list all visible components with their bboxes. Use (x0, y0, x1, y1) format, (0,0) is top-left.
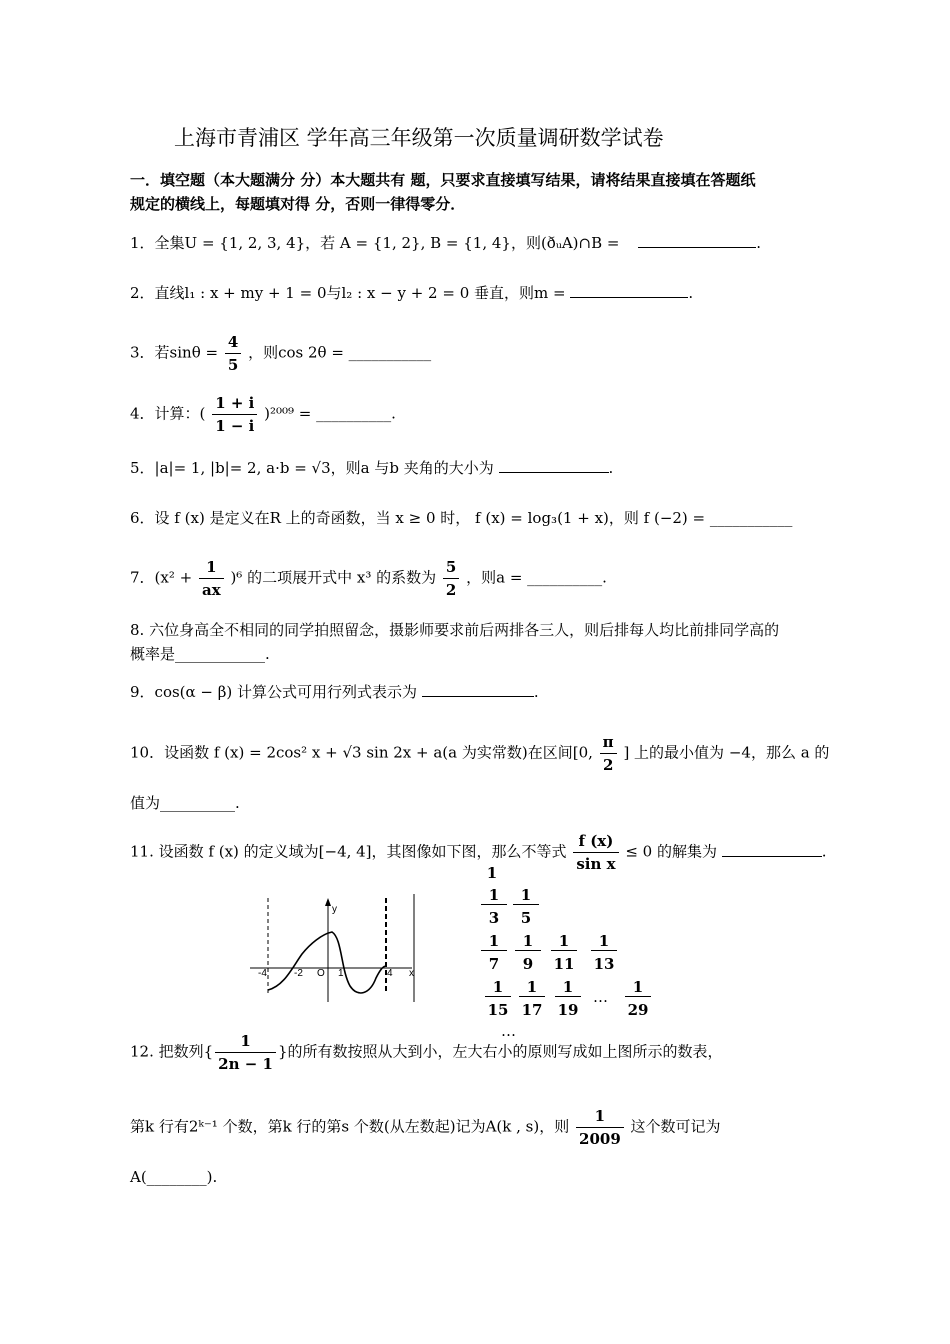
question-10-line2: 值为__________. (130, 794, 240, 812)
question-3-text-a: 3．若sinθ = (130, 343, 219, 362)
triangle-row4-item: 1 15 (485, 978, 511, 1019)
question-5: 5．|a|= 1, |b|= 2, a·b = √3，则a 与b 夹角的大小为 . (130, 459, 614, 477)
x-label: x (409, 968, 414, 979)
section-instructions-line2: 规定的横线上，每题填对得 分，否则一律得零分． (130, 195, 466, 213)
y-axis-arrow (325, 898, 331, 906)
answer-blank-5[interactable] (499, 472, 609, 473)
question-5-text: 5．|a|= 1, |b|= 2, a·b = √3，则a 与b 夹角的大小为 (130, 459, 494, 477)
tick-label: -4 (258, 968, 267, 979)
triangle-row3-item: 1 11 (551, 932, 577, 973)
triangle-row4-item: 1 17 (519, 978, 545, 1019)
section-instructions-line1: 一．填空题（本大题满分 分）本大题共有 题，只要求直接填写结果，请将结果直接填在答题纸 (130, 171, 756, 189)
triangle-row4-item: 1 19 (555, 978, 581, 1019)
question-11-text-b: ≤ 0 的解集为 (625, 842, 717, 861)
question-11: 11. 设函数 f (x) 的定义域为[−4, 4]，其图像如下图，那么不等式 $\frac{f (x)}{\text{sin x}}$ ≤ 0 的解集为 . (130, 832, 827, 873)
question-12-line2 (130, 1107, 721, 1148)
question-12-text-d: 这个数可记为 (630, 1117, 721, 1136)
tick-label: O (317, 968, 325, 979)
question-10-text-b: ] 上的最小值为 −4，那么 a 的 (623, 743, 830, 762)
question-6: 6．设 f (x) 是定义在R 上的奇函数，当 x ≥ 0 时， f (x) = log₃(1 + x)，则 f (−2) = ___________ (130, 509, 793, 527)
question-12 (130, 1032, 723, 1073)
question-7-text-b: )⁶ 的二项展开式中 x³ 的系数为 (230, 568, 437, 587)
question-12-answer-line[interactable]: A(________). (130, 1168, 218, 1186)
question-2-text: 2．直线l₁ : x + my + 1 = 0与l₂ : x − y + 2 = 0 垂直，则m = (130, 284, 566, 302)
question-4-text-a: 4．计算：( (130, 404, 206, 423)
tick-label: -2 (294, 968, 303, 979)
y-label: y (332, 904, 337, 915)
fraction-5-over-2: $\frac{5}{2}$ (443, 558, 459, 599)
fraction-1-over-2009: $\frac{1}{2009}$ (576, 1107, 624, 1148)
tick-label: 1 (338, 968, 344, 979)
question-7 (130, 558, 607, 599)
question-12-text-a: 12. 把数列{ (130, 1042, 214, 1061)
question-12-text-b: }的所有数按照从大到小，左大右小的原则写成如上图所示的数表， (277, 1042, 723, 1061)
triangle-row3-item: 1 9 (515, 932, 541, 973)
question-7-text-c: ，则a = __________. (466, 568, 607, 587)
fraction-pi-over-2: $\frac{\pi}{2}$ (600, 733, 617, 774)
question-10-text-a: 10．设函数 f (x) = 2cos² x + √3 sin 2x + a(a 为实常数)在区间[0, (130, 743, 593, 762)
answer-blank-1[interactable] (638, 247, 756, 248)
question-3-text-b: ，则cos 2θ = ___________ (248, 343, 432, 362)
answer-blank-9[interactable] (422, 696, 534, 697)
question-1: 1．全集U = {1, 2, 3, 4}，若 A = {1, 2}, B = {1, 4}，则(ðᵤA)∩B = . (130, 234, 761, 252)
question-2: 2．直线l₁ : x + my + 1 = 0与l₂ : x − y + 2 = 0 垂直，则m = . (130, 284, 694, 302)
question-4 (130, 394, 396, 435)
page-title: 上海市青浦区 学年高三年级第一次质量调研数学试卷 (174, 126, 664, 150)
question-4-text-b: )²⁰⁰⁹ = __________. (264, 404, 396, 423)
question-1-text: 1．全集U = {1, 2, 3, 4}，若 A = {1, 2}, B = {1, 4}，则(ðᵤA)∩B = (130, 234, 620, 252)
triangle-row2-item: 1 5 (513, 886, 539, 927)
question-8-line2: 概率是____________. (130, 645, 270, 663)
fraction-complex: $\frac{1 + i}{1 - i}$ (212, 394, 257, 435)
question-3 (130, 333, 431, 374)
triangle-row3-item: 1 13 (591, 932, 617, 973)
answer-blank-2[interactable] (570, 297, 688, 298)
question-9: 9．cos(α − β) 计算公式可用行列式表示为 . (130, 683, 539, 701)
question-10 (130, 733, 829, 774)
triangle-row2-item: 1 3 (481, 886, 507, 927)
function-graph (244, 894, 430, 1006)
question-8-line1: 8. 六位身高全不相同的同学拍照留念，摄影师要求前后两排各三人，则后排每人均比前排同学高的 (130, 621, 780, 639)
function-curve (268, 932, 386, 993)
tick-label: 4 (387, 968, 393, 979)
triangle-ellipsis-below: … (501, 1022, 516, 1040)
fraction-4-over-5: $\frac{4}{5}$ (225, 333, 241, 374)
question-11-text-a: 11. 设函数 f (x) 的定义域为[−4, 4]，其图像如下图，那么不等式 (130, 842, 567, 861)
fraction-fx-over-sinx: $\frac{f (x)}{\text{sin x}}$ (573, 832, 618, 873)
answer-blank-11[interactable] (722, 856, 822, 857)
question-9-text: 9．cos(α − β) 计算公式可用行列式表示为 (130, 683, 418, 701)
triangle-row1-item: 1 (486, 864, 498, 882)
question-7-text-a: 7．(x² + (130, 568, 193, 587)
question-12-text-c: 第k 行有2ᵏ⁻¹ 个数，第k 行的第s 个数(从左数起)记为A(k , s)，则 (130, 1117, 570, 1136)
triangle-ellipsis: … (593, 988, 608, 1006)
fraction-1-over-ax: $\frac{1}{ax}$ (199, 558, 224, 599)
triangle-row4-item: 1 29 (625, 978, 651, 1019)
fraction-1-over-2n-1: $\frac{1}{2n - 1}$ (215, 1032, 276, 1073)
triangle-row3-item: 1 7 (481, 932, 507, 973)
